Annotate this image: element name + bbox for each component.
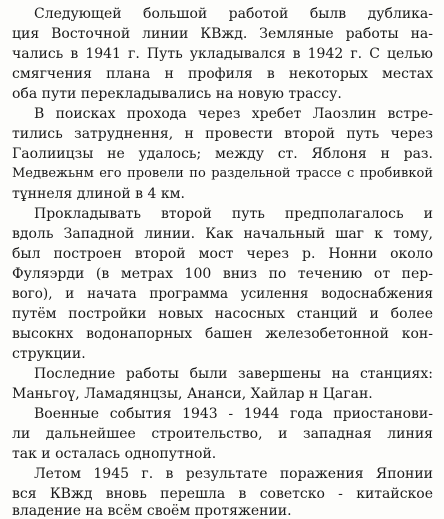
text-line: ция Восточной линии КВжд. Земляные работы на- xyxy=(12,26,433,42)
text-line: вого), и начата программа усилення водоснабжения xyxy=(12,286,433,302)
text-line: Летом 1945 г. в результате поражения Японии xyxy=(34,466,433,482)
text-line: Следующей большой работой былв дублика- xyxy=(34,6,433,22)
text-line: Маньгоү, Ламадянцзы, Ананси, Хайлар н Цаган. xyxy=(12,386,373,402)
text-line: Прокладывать второй путь предполагалось и xyxy=(34,206,433,222)
text-line: высокнх водонапорных башен железобетонной кон- xyxy=(12,326,433,342)
text-line: ли дальнейшее строительство, и западная линия xyxy=(12,426,433,442)
text-line: Медвежьнм его провели по раздельной трассе с пробивкой xyxy=(12,166,433,181)
text-line: струкции. xyxy=(12,346,86,362)
text-line: владение на всём своём протяжении. xyxy=(12,503,292,519)
text-line: тились затруднення, н провести второй путь через xyxy=(12,126,433,142)
text-line: путём постройки новых насосных станций и более xyxy=(12,306,433,322)
text-line: так и осталась однопутной. xyxy=(12,446,217,462)
text-line: смягчения плана н профиля в некоторых местах xyxy=(12,66,433,82)
text-line: оба пути перекладывались на новую трассу. xyxy=(12,86,342,102)
text-line: вдоль Западной линии. Как начальный шаг к тому, xyxy=(12,226,433,242)
text-line: тұннеля длиной в 4 км. xyxy=(12,186,185,202)
text-line: Фуляэрди (в метрах 100 вниз по течению от пер- xyxy=(12,266,433,282)
text-line: Гаолиицзы не удалось; между ст. Яблоня н раз. xyxy=(12,146,433,162)
text-line: В поисках прохода через хребет Лаозлин встре- xyxy=(34,106,433,122)
text-line: чались в 1941 г. Путь укладывался в 1942 г. С целью xyxy=(12,46,433,62)
text-line: был построен второй мост через р. Нонни около xyxy=(12,246,433,262)
text-line: Военные события 1943 - 1944 года приостанови- xyxy=(34,406,433,422)
text-line: Последние работы были завершены на станциях: xyxy=(34,366,433,382)
text-line: вся КВжд вновь перешла в советско - китайское xyxy=(12,486,433,502)
